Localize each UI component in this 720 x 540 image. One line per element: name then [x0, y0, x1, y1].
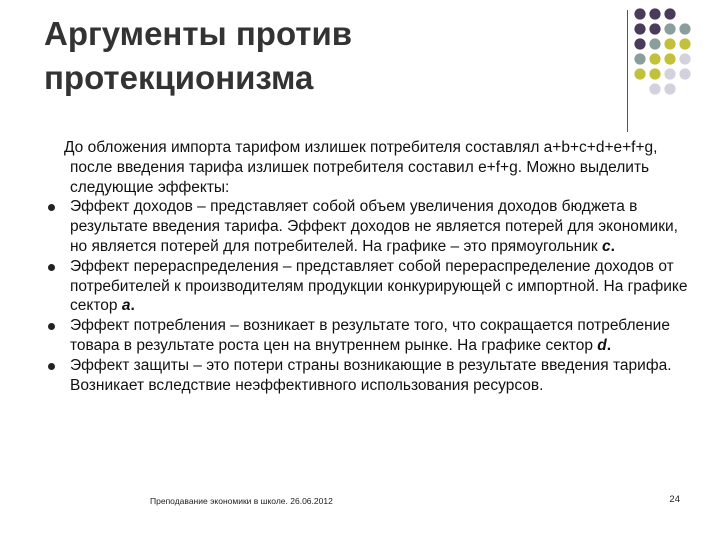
intro-paragraph: До обложения импорта тарифом излишек потребителя составлял a+b+c+d+e+f+g, после введения тарифа излишек потребителя составил e+f+g. Можно выделить следующие эффекты:	[64, 139, 658, 196]
bullet-emphasis: d	[597, 336, 607, 354]
decorative-dot	[649, 53, 660, 64]
decorative-dot	[634, 23, 645, 34]
decorative-dot	[664, 38, 675, 49]
decorative-dot	[664, 8, 675, 19]
decorative-dot	[649, 38, 660, 49]
bullet-emphasis: a	[121, 297, 131, 315]
footer-text: Преподавание экономики в школе. 26.06.2012	[150, 496, 333, 506]
decorative-dot	[664, 53, 675, 64]
bullet-text: Эффект перераспределения – представляет собой перераспределение доходов от потребителей к производителям продукции конкурирующей с импортной. На графике сектор	[70, 257, 688, 315]
list-item	[48, 316, 688, 356]
bullet-emphasis: c	[602, 237, 611, 255]
bullet-tail: .	[606, 336, 612, 354]
decorative-dot	[634, 53, 645, 64]
decorative-dot	[664, 83, 675, 94]
slide-body	[48, 138, 688, 395]
decorative-dot	[649, 83, 660, 94]
list-item	[48, 257, 688, 316]
bullet-text: Эффект защиты – это потери страны возникающие в результате введения тарифа. Возникает вследствие неэффективного использования ресурсов.	[70, 356, 672, 394]
decorative-dot	[634, 68, 645, 79]
list-item	[48, 197, 688, 256]
decorative-dot	[679, 38, 690, 49]
decorative-dot	[679, 53, 690, 64]
decorative-dot	[679, 23, 690, 34]
bullet-text: Эффект потребления – возникает в результате того, что сокращается потребление товара в результате роста цен на внутреннем рынке. На графике сектор	[70, 317, 670, 354]
decorative-dot	[679, 68, 690, 79]
bullet-tail: .	[130, 297, 135, 315]
bullet-icon	[48, 204, 55, 211]
slide-title: Аргументы против протекционизма	[44, 15, 353, 96]
decorative-dot	[664, 23, 675, 34]
decorative-dot	[634, 8, 645, 19]
decorative-dot	[649, 68, 660, 79]
bullet-icon	[48, 323, 55, 330]
decorative-dot	[649, 8, 660, 19]
decorative-dot	[649, 23, 660, 34]
page-number: 24	[669, 494, 680, 505]
bullet-tail: .	[610, 237, 615, 255]
decorative-dot	[634, 38, 645, 49]
effects-list	[48, 197, 688, 395]
list-item	[48, 356, 688, 396]
bullet-icon	[48, 363, 55, 370]
bullet-text: Эффект доходов – представляет собой объем увеличения доходов бюджета в результате введения тарифа. Эффект доходов не является потерей для экономики, но является потерей для потребителей. На графике – это прямоугольник	[70, 198, 678, 255]
decorative-dot	[664, 68, 675, 79]
bullet-icon	[48, 264, 55, 271]
